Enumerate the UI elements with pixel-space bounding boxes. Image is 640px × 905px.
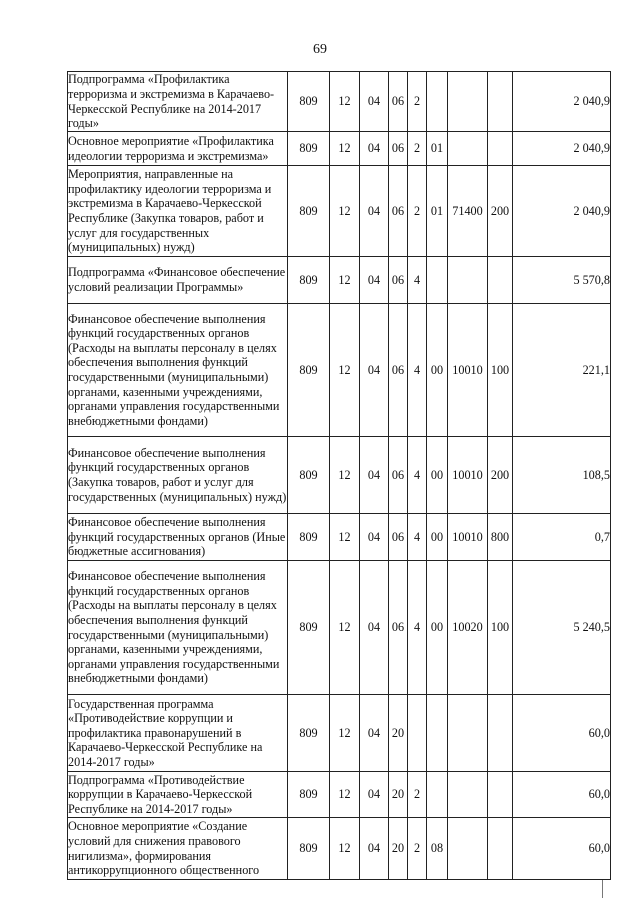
cell-expense-type: 800: [488, 514, 513, 561]
page-number: 69: [313, 42, 327, 57]
table-row: [68, 561, 611, 695]
table-row: [68, 304, 611, 437]
row-name: Государственная программа «Противодействие коррупции и профилактика правонарушений в Карачаево-Черкесской Республике на 2014-2017 годы»: [68, 695, 288, 772]
cell-amount: 108,5: [513, 437, 611, 514]
cell-expense-type: 200: [488, 437, 513, 514]
cell-amount: 2 040,9: [513, 132, 611, 166]
cell-program: 20: [389, 818, 408, 880]
cell-amount: 60,0: [513, 818, 611, 880]
table-row: [68, 818, 611, 880]
cell-event: [427, 72, 448, 132]
cell-subprogram: 2: [408, 772, 427, 818]
cell-subprogram: 4: [408, 561, 427, 695]
cell-subprogram: 2: [408, 132, 427, 166]
cell-event: 01: [427, 166, 448, 257]
cell-program: 06: [389, 561, 408, 695]
cell-ministry: 809: [288, 561, 330, 695]
row-name: Финансовое обеспечение выполнения функций государственных органов (Закупка товаров, работ и услуг для государственных (муниципальных) нужд): [68, 437, 288, 514]
cell-section: 12: [330, 561, 360, 695]
cell-subsection: 04: [360, 514, 389, 561]
row-name: Финансовое обеспечение выполнения функций государственных органов (Расходы на выплаты персоналу в целях обеспечения выполнения функций государственными (муниципальными) органами, казенными учреждениями, органами управления государственными внебюджетными фондами): [68, 561, 288, 695]
cell-direction: [448, 257, 488, 304]
row-name: Подпрограмма «Противодействие коррупции в Карачаево-Черкесской Республике на 2014-2017 годы»: [68, 772, 288, 818]
cell-expense-type: [488, 695, 513, 772]
cell-event: [427, 257, 448, 304]
cell-program: 06: [389, 166, 408, 257]
cell-expense-type: [488, 818, 513, 880]
cell-program: 06: [389, 132, 408, 166]
margin-mark: [602, 880, 606, 898]
cell-expense-type: [488, 72, 513, 132]
cell-subsection: 04: [360, 772, 389, 818]
cell-direction: [448, 72, 488, 132]
cell-amount: 0,7: [513, 514, 611, 561]
row-name: Основное мероприятие «Профилактика идеологии терроризма и экстремизма»: [68, 132, 288, 166]
cell-program: 20: [389, 695, 408, 772]
cell-direction: 10010: [448, 514, 488, 561]
cell-event: [427, 695, 448, 772]
cell-section: 12: [330, 818, 360, 880]
table-row: [68, 695, 611, 772]
cell-subsection: 04: [360, 132, 389, 166]
cell-ministry: 809: [288, 437, 330, 514]
cell-event: [427, 772, 448, 818]
table-body: [68, 72, 611, 880]
cell-subprogram: 2: [408, 72, 427, 132]
cell-program: 06: [389, 72, 408, 132]
table-row: [68, 437, 611, 514]
cell-program: 06: [389, 257, 408, 304]
cell-expense-type: [488, 772, 513, 818]
cell-direction: 10010: [448, 437, 488, 514]
cell-section: 12: [330, 132, 360, 166]
cell-expense-type: [488, 132, 513, 166]
cell-direction: [448, 818, 488, 880]
cell-ministry: 809: [288, 818, 330, 880]
row-name: Финансовое обеспечение выполнения функций государственных органов (Иные бюджетные ассигнования): [68, 514, 288, 561]
cell-subsection: 04: [360, 561, 389, 695]
budget-table: [67, 71, 611, 880]
cell-subsection: 04: [360, 304, 389, 437]
table-row: [68, 166, 611, 257]
cell-event: 00: [427, 304, 448, 437]
cell-ministry: 809: [288, 695, 330, 772]
cell-ministry: 809: [288, 304, 330, 437]
cell-section: 12: [330, 166, 360, 257]
cell-subprogram: 2: [408, 166, 427, 257]
cell-direction: [448, 772, 488, 818]
cell-ministry: 809: [288, 72, 330, 132]
cell-event: 00: [427, 514, 448, 561]
cell-section: 12: [330, 257, 360, 304]
row-name: Подпрограмма «Финансовое обеспечение условий реализации Программы»: [68, 257, 288, 304]
cell-expense-type: [488, 257, 513, 304]
cell-subsection: 04: [360, 695, 389, 772]
cell-amount: 5 570,8: [513, 257, 611, 304]
row-name: Мероприятия, направленные на профилактику идеологии терроризма и экстремизма в Карачаево-Черкесской Республике (Закупка товаров, работ и услуг для государственных (муниципальных) нужд): [68, 166, 288, 257]
cell-program: 06: [389, 437, 408, 514]
cell-direction: [448, 132, 488, 166]
cell-subprogram: 4: [408, 257, 427, 304]
cell-section: 12: [330, 72, 360, 132]
cell-subsection: 04: [360, 437, 389, 514]
cell-amount: 2 040,9: [513, 72, 611, 132]
cell-subsection: 04: [360, 72, 389, 132]
cell-direction: 10020: [448, 561, 488, 695]
cell-amount: 2 040,9: [513, 166, 611, 257]
cell-subprogram: [408, 695, 427, 772]
cell-amount: 5 240,5: [513, 561, 611, 695]
cell-amount: 60,0: [513, 695, 611, 772]
cell-expense-type: 100: [488, 304, 513, 437]
cell-event: 01: [427, 132, 448, 166]
cell-subsection: 04: [360, 257, 389, 304]
cell-ministry: 809: [288, 772, 330, 818]
cell-ministry: 809: [288, 514, 330, 561]
cell-event: 00: [427, 437, 448, 514]
cell-amount: 60,0: [513, 772, 611, 818]
cell-subprogram: 4: [408, 437, 427, 514]
row-name: Основное мероприятие «Создание условий для снижения правового нигилизма», формирования антикоррупционного общественного: [68, 818, 288, 880]
cell-ministry: 809: [288, 166, 330, 257]
table-row: [68, 132, 611, 166]
cell-section: 12: [330, 695, 360, 772]
cell-subsection: 04: [360, 818, 389, 880]
cell-section: 12: [330, 437, 360, 514]
table-row: [68, 257, 611, 304]
table-row: [68, 772, 611, 818]
cell-direction: 10010: [448, 304, 488, 437]
cell-subprogram: 4: [408, 304, 427, 437]
cell-expense-type: 200: [488, 166, 513, 257]
cell-subprogram: 4: [408, 514, 427, 561]
cell-section: 12: [330, 514, 360, 561]
cell-subsection: 04: [360, 166, 389, 257]
cell-program: 06: [389, 304, 408, 437]
cell-amount: 221,1: [513, 304, 611, 437]
table-row: [68, 514, 611, 561]
cell-ministry: 809: [288, 257, 330, 304]
cell-direction: 71400: [448, 166, 488, 257]
cell-event: 00: [427, 561, 448, 695]
cell-ministry: 809: [288, 132, 330, 166]
cell-section: 12: [330, 772, 360, 818]
table-row: [68, 72, 611, 132]
cell-section: 12: [330, 304, 360, 437]
cell-subprogram: 2: [408, 818, 427, 880]
cell-expense-type: 100: [488, 561, 513, 695]
cell-direction: [448, 695, 488, 772]
cell-program: 06: [389, 514, 408, 561]
row-name: Подпрограмма «Профилактика терроризма и экстремизма в Карачаево-Черкесской Республике на 2014-2017 годы»: [68, 72, 288, 132]
cell-program: 20: [389, 772, 408, 818]
cell-event: 08: [427, 818, 448, 880]
row-name: Финансовое обеспечение выполнения функций государственных органов (Расходы на выплаты персоналу в целях обеспечения выполнения функций государственными (муниципальными) органами, казенными учреждениями, органами управления государственными внебюджетными фондами): [68, 304, 288, 437]
